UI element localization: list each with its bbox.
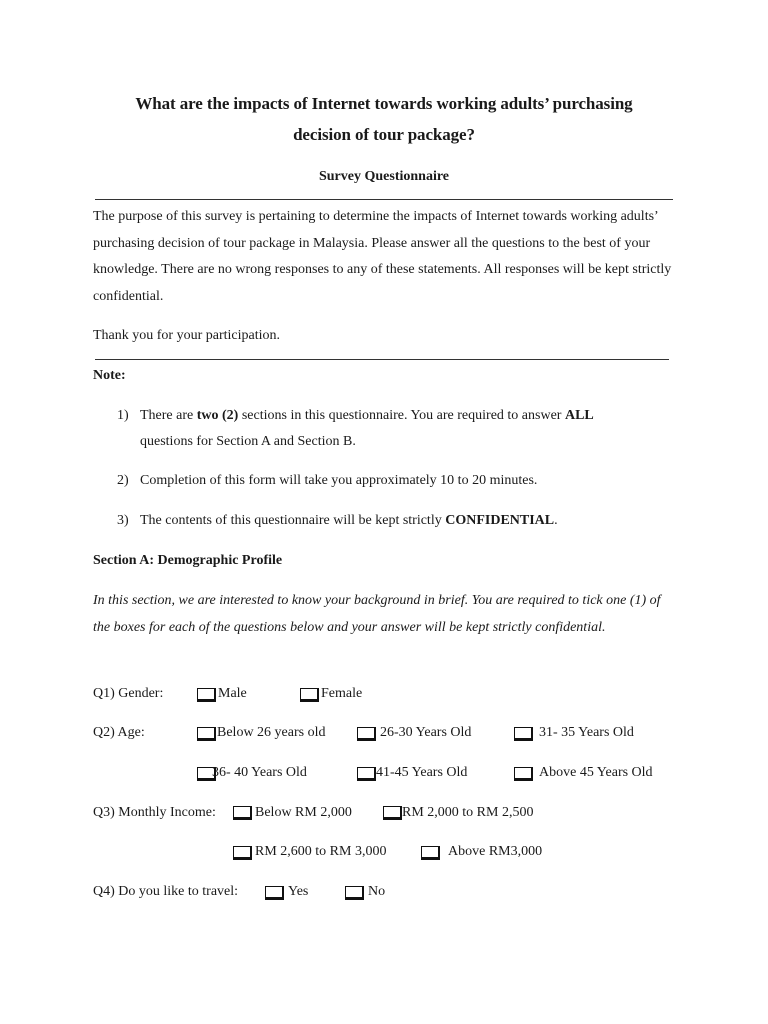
page-title-line-1: What are the impacts of Internet towards working adults’ purchasing: [135, 94, 633, 113]
note-1-part-d: ALL: [564, 408, 594, 423]
middle-divider: [95, 359, 669, 360]
note-1-part-c: sections in this questionnaire. You are required to answer: [238, 408, 565, 423]
note-3-number: 3): [117, 513, 129, 528]
note-2-number: 2): [117, 473, 129, 488]
note-2-text: Completion of this form will take you approximately 10 to 20 minutes.: [140, 473, 538, 488]
q3-option-2600-3000: RM 2,600 to RM 3,000: [255, 844, 387, 859]
q2-option-36-40: 36- 40 Years Old: [212, 765, 307, 780]
q3-option-2000-2500: RM 2,000 to RM 2,500: [402, 805, 534, 820]
section-a-heading: Section A: Demographic Profile: [93, 553, 283, 568]
q3-label: Q3) Monthly Income:: [93, 805, 216, 820]
q2-checkbox-above-45[interactable]: [514, 767, 533, 781]
note-1-part-a: There are: [140, 408, 197, 423]
q2-checkbox-below-26[interactable]: [197, 727, 216, 741]
q4-option-yes: Yes: [288, 884, 309, 899]
q2-option-41-45: 41-45 Years Old: [376, 765, 468, 780]
q2-checkbox-26-30[interactable]: [357, 727, 376, 741]
q3-option-below-2000: Below RM 2,000: [255, 805, 352, 820]
q4-option-no: No: [368, 884, 386, 899]
q2-option-below-26: Below 26 years old: [217, 725, 326, 740]
q4-checkbox-no[interactable]: [345, 886, 364, 900]
q2-option-above-45: Above 45 Years Old: [539, 765, 653, 780]
q3-checkbox-2000-2500[interactable]: [383, 806, 402, 820]
section-a-intro: In this section, we are interested to know your background in brief. You are required to tick one (1) of the boxes for each of the questions below and your answer will be kept strictly confidential.: [93, 593, 661, 635]
q2-checkbox-41-45[interactable]: [357, 767, 376, 781]
note-3-part-c: .: [554, 513, 558, 528]
page-title-line-2: decision of tour package?: [293, 125, 475, 144]
purpose-paragraph: The purpose of this survey is pertaining to determine the impacts of Internet towards working adults’ purchasing decision of tour package in Malaysia. Please answer all the questions to the best of your knowledge. There are no wrong responses to any of these statements. All responses will be kept strictly confidential.: [93, 209, 672, 304]
q3-option-above-3000: Above RM3,000: [448, 844, 543, 859]
q1-option-female: Female: [321, 686, 363, 701]
q4-label: Q4) Do you like to travel:: [93, 884, 239, 899]
q1-checkbox-male[interactable]: [197, 688, 216, 702]
note-3-part-b: CONFIDENTIAL: [445, 513, 555, 528]
q1-option-male: Male: [218, 686, 247, 701]
note-1-number: 1): [117, 408, 129, 423]
top-divider: [95, 199, 673, 200]
q2-checkbox-31-35[interactable]: [514, 727, 533, 741]
q1-checkbox-female[interactable]: [300, 688, 319, 702]
q2-option-26-30: 26-30 Years Old: [380, 725, 472, 740]
note-1-line-2: questions for Section A and Section B.: [140, 434, 356, 449]
q2-option-31-35: 31- 35 Years Old: [539, 725, 634, 740]
q3-checkbox-above-3000[interactable]: [421, 846, 440, 860]
note-3-text: [140, 513, 558, 529]
page-subtitle: Survey Questionnaire: [318, 169, 450, 184]
q1-label: Q1) Gender:: [93, 686, 164, 701]
thanks-text: Thank you for your participation.: [93, 328, 281, 343]
note-3-part-a: The contents of this questionnaire will be kept strictly: [140, 513, 446, 528]
q2-label: Q2) Age:: [93, 725, 145, 740]
q3-checkbox-2600-3000[interactable]: [233, 846, 252, 860]
note-1-part-b: two (2): [196, 408, 239, 423]
note-1-text: [140, 408, 594, 424]
q4-checkbox-yes[interactable]: [265, 886, 284, 900]
q3-checkbox-below-2000[interactable]: [233, 806, 252, 820]
note-label: Note:: [93, 368, 126, 383]
